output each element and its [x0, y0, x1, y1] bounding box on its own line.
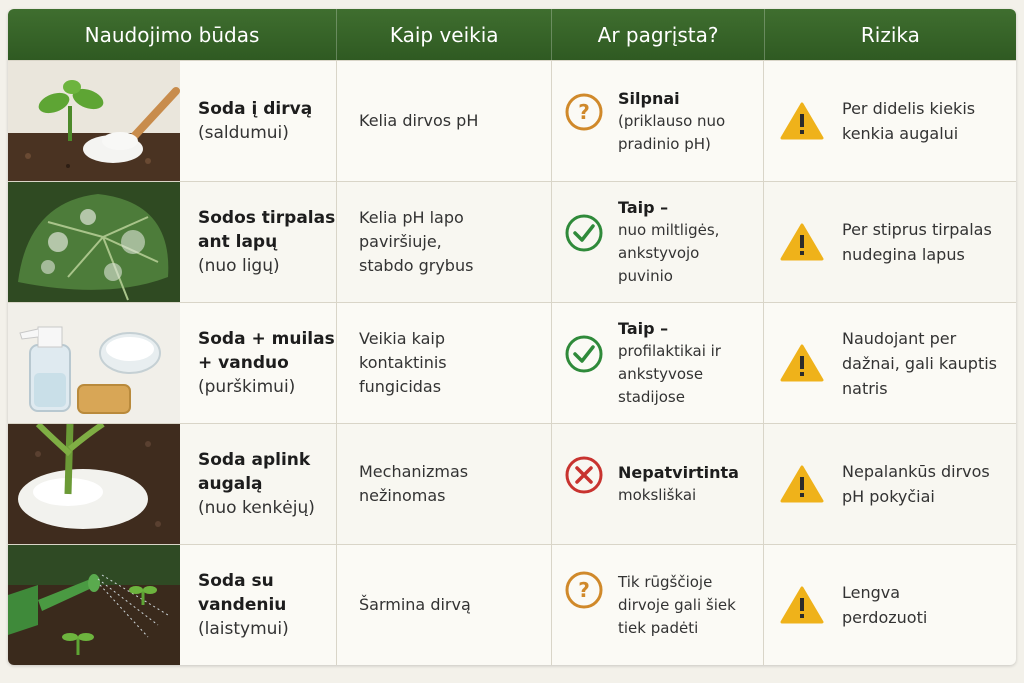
basis-text: (priklauso nuo pradinio pH)	[618, 111, 726, 153]
spray-bottle-soap-and-soda-icon	[8, 303, 180, 423]
header-how: Kaip veikia	[337, 9, 552, 60]
usage-name: Soda į dirvą	[198, 99, 313, 119]
how-text: Mechanizmas nežinomas	[359, 462, 469, 505]
header-risk: Rizika	[860, 22, 920, 47]
cross-icon	[564, 455, 604, 495]
question-icon	[564, 570, 604, 610]
warning-icon	[780, 343, 824, 383]
basis-title: Silpnai	[618, 88, 680, 108]
how-text: Kelia pH lapo paviršiuje, stabdo grybus	[359, 208, 474, 275]
basis-text: Tik rūgščioje dirvoje gali šiek tiek padėti	[618, 572, 736, 637]
soda-spread-around-plant-icon	[8, 424, 180, 544]
question-icon	[564, 92, 604, 132]
how-text: Veikia kaip kontaktinis fungicidas	[359, 329, 447, 396]
header-basis: Ar pagrįsta?	[552, 9, 764, 60]
usage-name: Soda aplink augalą	[198, 450, 311, 494]
risk-text: Naudojant per dažnai, gali kauptis natris	[842, 328, 997, 398]
basis-text: profilaktikai ir ankstyvose stadijose	[618, 342, 721, 406]
basis-text: nuo miltligės, ankstyvojo puvinio	[618, 221, 720, 285]
usage-cell	[8, 61, 337, 181]
warning-icon	[780, 464, 824, 504]
usage-name: Soda su vandeniu	[198, 571, 287, 615]
svg-text:?: ?	[578, 578, 590, 602]
sprout-with-baking-soda-spoon-icon	[8, 61, 180, 181]
svg-text:?: ?	[578, 100, 590, 124]
usage-sub: (laistymui)	[198, 619, 289, 639]
header-usage: Naudojimo būdas	[8, 9, 337, 60]
usage-sub: (nuo kenkėjų)	[198, 498, 315, 518]
usage-name: Sodos tirpalas ant lapų	[198, 208, 336, 252]
usage-cell	[8, 545, 337, 665]
basis-title: Taip –	[618, 319, 669, 338]
check-icon	[564, 334, 604, 374]
usage-name: Soda + muilas + vanduo	[198, 329, 335, 373]
warning-icon	[780, 101, 824, 141]
check-icon	[564, 213, 604, 253]
comparison-table	[8, 9, 1016, 665]
watering-can-seedlings-icon	[8, 545, 180, 665]
how-text: Kelia dirvos pH	[359, 111, 479, 130]
warning-icon	[780, 222, 824, 262]
leaf-with-powdery-mildew-icon	[8, 182, 180, 302]
risk-text: Lengva perdozuoti	[842, 583, 928, 627]
table-row	[8, 60, 1016, 181]
risk-text: Per didelis kiekis kenkia augalui	[842, 99, 976, 143]
table-row	[8, 544, 1016, 665]
table-row	[8, 423, 1016, 544]
table-row	[8, 302, 1016, 423]
basis-title: Taip –	[618, 198, 669, 217]
basis-text: moksliškai	[618, 486, 697, 504]
usage-cell	[8, 182, 337, 302]
table-row	[8, 181, 1016, 302]
usage-sub: (purškimui)	[198, 377, 296, 397]
table-header	[8, 9, 1016, 60]
risk-text: Per stiprus tirpalas nudegina lapus	[842, 220, 992, 264]
how-text: Šarmina dirvą	[359, 595, 471, 614]
warning-icon	[780, 585, 824, 625]
usage-cell	[8, 303, 337, 423]
risk-text: Nepalankūs dirvos pH pokyčiai	[842, 462, 990, 506]
usage-cell	[8, 424, 337, 544]
usage-sub: (nuo ligų)	[198, 256, 280, 276]
usage-sub: (saldumui)	[198, 123, 289, 143]
basis-title: Nepatvirtinta	[618, 463, 739, 482]
